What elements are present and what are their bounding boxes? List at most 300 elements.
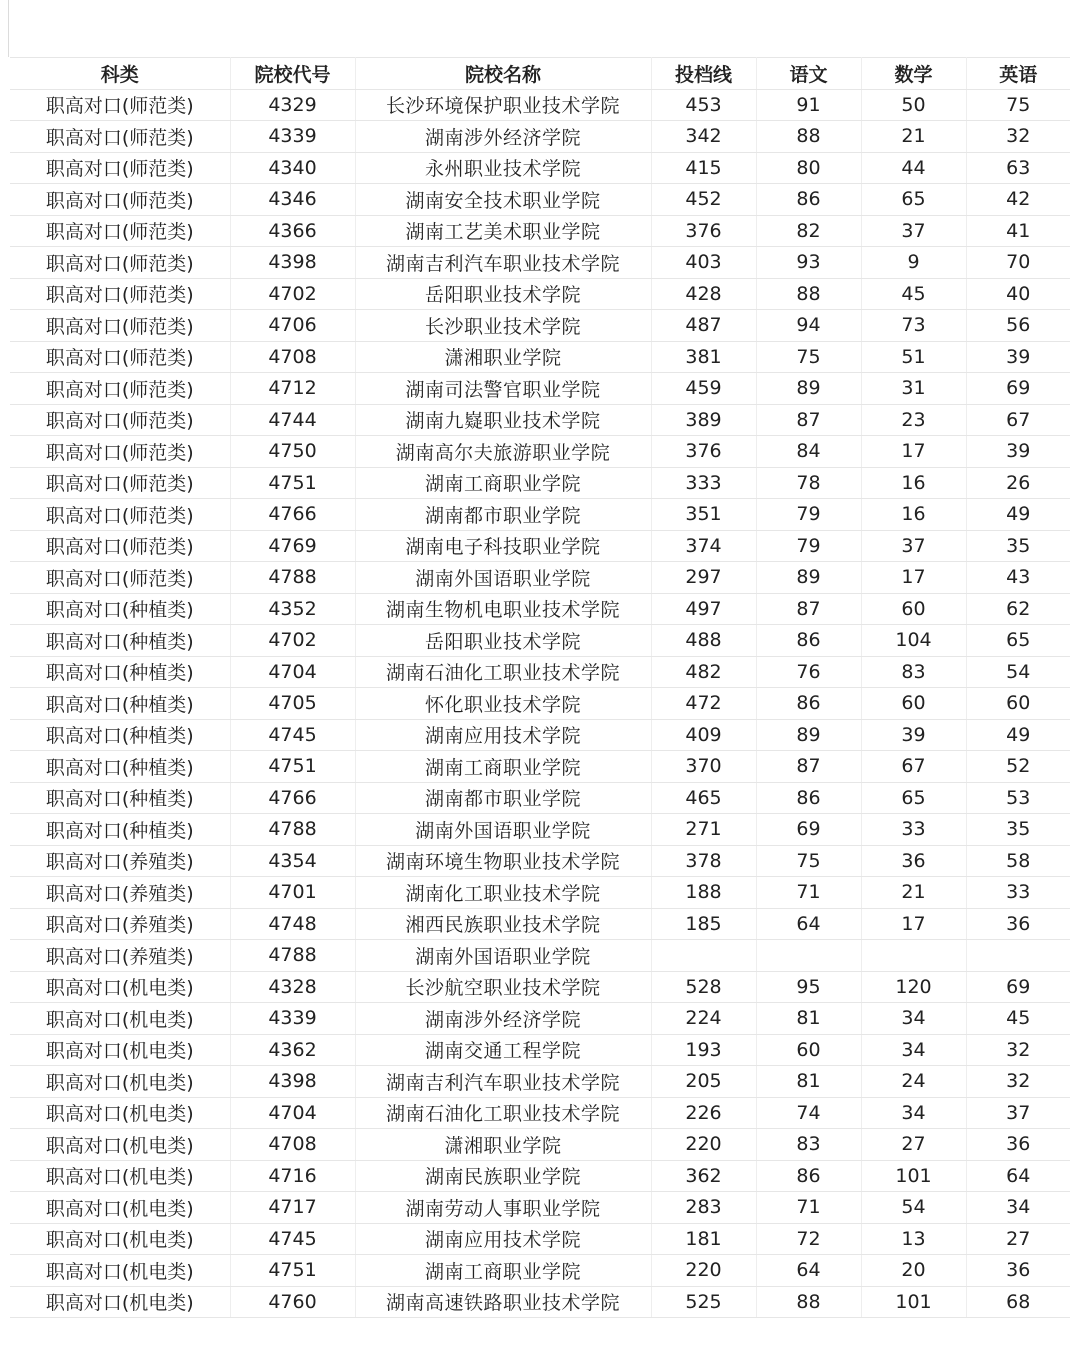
- cell-math: 101: [861, 1160, 966, 1192]
- cell-school-code: 4346: [230, 184, 355, 216]
- cell-english: 58: [966, 845, 1070, 877]
- cell-english: 35: [966, 530, 1070, 562]
- cell-chinese: 86: [756, 1160, 861, 1192]
- cell-category: 职高对口(师范类): [10, 121, 230, 153]
- cell-cutoff-score: 453: [651, 89, 756, 121]
- cell-category: 职高对口(师范类): [10, 152, 230, 184]
- table-row: [10, 1129, 1070, 1161]
- cell-chinese: 87: [756, 593, 861, 625]
- cell-category: 职高对口(种植类): [10, 719, 230, 751]
- cell-cutoff-score: 497: [651, 593, 756, 625]
- cell-cutoff-score: 465: [651, 782, 756, 814]
- table-row: [10, 1192, 1070, 1224]
- cell-school-name: 湖南吉利汽车职业技术学院: [355, 1066, 651, 1098]
- cell-cutoff-score: 188: [651, 877, 756, 909]
- cell-cutoff-score: 472: [651, 688, 756, 720]
- cell-school-name: 湖南应用技术学院: [355, 1223, 651, 1255]
- cell-school-code: 4328: [230, 971, 355, 1003]
- cell-category: 职高对口(师范类): [10, 404, 230, 436]
- cell-english: 65: [966, 625, 1070, 657]
- cell-cutoff-score: 283: [651, 1192, 756, 1224]
- cell-cutoff-score: 226: [651, 1097, 756, 1129]
- header-chinese: 语文: [756, 58, 861, 90]
- cell-school-code: 4760: [230, 1286, 355, 1318]
- cell-school-code: 4717: [230, 1192, 355, 1224]
- cell-category: 职高对口(机电类): [10, 1192, 230, 1224]
- table-row: [10, 656, 1070, 688]
- cell-english: 43: [966, 562, 1070, 594]
- cell-english: 35: [966, 814, 1070, 846]
- cell-school-name: 湖南九嶷职业技术学院: [355, 404, 651, 436]
- table-row: [10, 814, 1070, 846]
- table-row: [10, 152, 1070, 184]
- cell-school-code: 4769: [230, 530, 355, 562]
- table-row: [10, 1223, 1070, 1255]
- cell-school-code: 4708: [230, 1129, 355, 1161]
- cell-school-code: 4788: [230, 940, 355, 972]
- cell-school-code: 4751: [230, 751, 355, 783]
- cell-cutoff-score: 403: [651, 247, 756, 279]
- cell-cutoff-score: 224: [651, 1003, 756, 1035]
- cell-chinese: 86: [756, 688, 861, 720]
- cell-chinese: 72: [756, 1223, 861, 1255]
- cell-cutoff-score: 528: [651, 971, 756, 1003]
- cell-category: 职高对口(机电类): [10, 1160, 230, 1192]
- table-row: [10, 1003, 1070, 1035]
- cell-category: 职高对口(师范类): [10, 467, 230, 499]
- cell-cutoff-score: 482: [651, 656, 756, 688]
- cell-english: 56: [966, 310, 1070, 342]
- cell-math: 65: [861, 782, 966, 814]
- cell-chinese: [756, 940, 861, 972]
- cell-category: 职高对口(种植类): [10, 751, 230, 783]
- cell-school-name: 湖南化工职业技术学院: [355, 877, 651, 909]
- cell-category: 职高对口(机电类): [10, 1066, 230, 1098]
- table-row: [10, 436, 1070, 468]
- cell-english: 60: [966, 688, 1070, 720]
- cell-school-name: 湖南应用技术学院: [355, 719, 651, 751]
- table-row: [10, 908, 1070, 940]
- table-row: [10, 940, 1070, 972]
- cell-math: 65: [861, 184, 966, 216]
- cell-math: 21: [861, 877, 966, 909]
- table-row: [10, 341, 1070, 373]
- cell-category: 职高对口(师范类): [10, 436, 230, 468]
- cell-category: 职高对口(机电类): [10, 1097, 230, 1129]
- cell-chinese: 84: [756, 436, 861, 468]
- table-row: [10, 1066, 1070, 1098]
- cell-chinese: 86: [756, 782, 861, 814]
- cell-cutoff-score: 381: [651, 341, 756, 373]
- cell-school-name: 湘西民族职业技术学院: [355, 908, 651, 940]
- table-row: [10, 247, 1070, 279]
- table-row: [10, 310, 1070, 342]
- cell-school-name: 湖南石油化工职业技术学院: [355, 1097, 651, 1129]
- cell-english: 40: [966, 278, 1070, 310]
- cell-category: 职高对口(师范类): [10, 373, 230, 405]
- table-body: [10, 89, 1070, 1318]
- cell-school-code: 4766: [230, 499, 355, 531]
- cell-math: 13: [861, 1223, 966, 1255]
- table-row: [10, 845, 1070, 877]
- cell-school-name: 湖南吉利汽车职业技术学院: [355, 247, 651, 279]
- cell-school-code: 4744: [230, 404, 355, 436]
- cell-english: 53: [966, 782, 1070, 814]
- cell-school-name: 长沙航空职业技术学院: [355, 971, 651, 1003]
- cell-chinese: 69: [756, 814, 861, 846]
- cell-school-name: 长沙职业技术学院: [355, 310, 651, 342]
- cell-cutoff-score: 271: [651, 814, 756, 846]
- cell-chinese: 86: [756, 625, 861, 657]
- cell-chinese: 88: [756, 278, 861, 310]
- cell-school-name: 湖南高尔夫旅游职业学院: [355, 436, 651, 468]
- cell-math: 24: [861, 1066, 966, 1098]
- cell-english: 42: [966, 184, 1070, 216]
- cell-category: 职高对口(养殖类): [10, 877, 230, 909]
- table-row: [10, 625, 1070, 657]
- cell-cutoff-score: 415: [651, 152, 756, 184]
- cell-school-code: 4339: [230, 1003, 355, 1035]
- cell-chinese: 71: [756, 1192, 861, 1224]
- cell-cutoff-score: 333: [651, 467, 756, 499]
- cell-category: 职高对口(机电类): [10, 1034, 230, 1066]
- table-row: [10, 530, 1070, 562]
- table-row: [10, 1097, 1070, 1129]
- table-row: [10, 593, 1070, 625]
- cell-chinese: 75: [756, 341, 861, 373]
- cell-cutoff-score: 487: [651, 310, 756, 342]
- cell-english: 36: [966, 1255, 1070, 1287]
- cell-school-code: 4362: [230, 1034, 355, 1066]
- table-row: [10, 184, 1070, 216]
- cell-chinese: 94: [756, 310, 861, 342]
- cell-english: 68: [966, 1286, 1070, 1318]
- cell-category: 职高对口(种植类): [10, 625, 230, 657]
- cell-category: 职高对口(师范类): [10, 215, 230, 247]
- cell-school-name: 湖南工商职业学院: [355, 1255, 651, 1287]
- cell-category: 职高对口(师范类): [10, 499, 230, 531]
- cell-chinese: 74: [756, 1097, 861, 1129]
- cell-category: 职高对口(机电类): [10, 1223, 230, 1255]
- cell-cutoff-score: 428: [651, 278, 756, 310]
- cell-english: 39: [966, 341, 1070, 373]
- cell-math: 27: [861, 1129, 966, 1161]
- cell-math: 51: [861, 341, 966, 373]
- cell-cutoff-score: 409: [651, 719, 756, 751]
- table-row: [10, 719, 1070, 751]
- cell-school-name: 潇湘职业学院: [355, 341, 651, 373]
- table-row: [10, 1160, 1070, 1192]
- cell-school-code: 4745: [230, 1223, 355, 1255]
- cell-math: 34: [861, 1003, 966, 1035]
- cell-cutoff-score: 342: [651, 121, 756, 153]
- cell-chinese: 76: [756, 656, 861, 688]
- cell-math: 9: [861, 247, 966, 279]
- cell-english: 36: [966, 908, 1070, 940]
- cell-school-name: 永州职业技术学院: [355, 152, 651, 184]
- cell-category: 职高对口(机电类): [10, 1003, 230, 1035]
- header-category: 科类: [10, 58, 230, 90]
- cell-chinese: 80: [756, 152, 861, 184]
- cell-chinese: 79: [756, 499, 861, 531]
- cell-school-code: 4705: [230, 688, 355, 720]
- cell-school-code: 4706: [230, 310, 355, 342]
- cell-english: 32: [966, 1066, 1070, 1098]
- cell-english: 32: [966, 121, 1070, 153]
- cell-school-code: 4340: [230, 152, 355, 184]
- cell-english: 67: [966, 404, 1070, 436]
- cell-school-name: 湖南都市职业学院: [355, 499, 651, 531]
- cell-english: 26: [966, 467, 1070, 499]
- cell-school-code: 4398: [230, 1066, 355, 1098]
- cell-school-name: 湖南安全技术职业学院: [355, 184, 651, 216]
- cell-chinese: 88: [756, 1286, 861, 1318]
- cell-school-name: 岳阳职业技术学院: [355, 625, 651, 657]
- cell-math: [861, 940, 966, 972]
- cell-english: 49: [966, 499, 1070, 531]
- table-row: [10, 215, 1070, 247]
- cell-chinese: 91: [756, 89, 861, 121]
- cell-school-name: 湖南生物机电职业技术学院: [355, 593, 651, 625]
- cell-school-code: 4352: [230, 593, 355, 625]
- cell-category: 职高对口(师范类): [10, 310, 230, 342]
- cell-category: 职高对口(师范类): [10, 184, 230, 216]
- cell-english: 45: [966, 1003, 1070, 1035]
- cell-english: 62: [966, 593, 1070, 625]
- cell-category: 职高对口(师范类): [10, 89, 230, 121]
- cell-school-code: 4329: [230, 89, 355, 121]
- cell-category: 职高对口(师范类): [10, 247, 230, 279]
- table-row: [10, 688, 1070, 720]
- cell-school-code: 4788: [230, 814, 355, 846]
- cell-english: 34: [966, 1192, 1070, 1224]
- cell-cutoff-score: [651, 940, 756, 972]
- cell-english: 69: [966, 373, 1070, 405]
- cell-math: 36: [861, 845, 966, 877]
- cell-school-code: 4745: [230, 719, 355, 751]
- cell-school-code: 4788: [230, 562, 355, 594]
- cell-school-code: 4712: [230, 373, 355, 405]
- cell-school-code: 4716: [230, 1160, 355, 1192]
- cell-school-name: 湖南都市职业学院: [355, 782, 651, 814]
- cell-english: [966, 940, 1070, 972]
- table-row: [10, 467, 1070, 499]
- cell-math: 120: [861, 971, 966, 1003]
- cell-school-name: 湖南涉外经济学院: [355, 121, 651, 153]
- cell-school-name: 长沙环境保护职业技术学院: [355, 89, 651, 121]
- cell-cutoff-score: 376: [651, 436, 756, 468]
- cell-chinese: 88: [756, 121, 861, 153]
- cell-school-name: 湖南劳动人事职业学院: [355, 1192, 651, 1224]
- cell-chinese: 87: [756, 751, 861, 783]
- cell-cutoff-score: 185: [651, 908, 756, 940]
- cell-math: 44: [861, 152, 966, 184]
- cell-math: 17: [861, 562, 966, 594]
- cell-chinese: 87: [756, 404, 861, 436]
- cell-chinese: 89: [756, 719, 861, 751]
- cell-category: 职高对口(机电类): [10, 1129, 230, 1161]
- cell-school-name: 湖南工艺美术职业学院: [355, 215, 651, 247]
- cell-school-code: 4339: [230, 121, 355, 153]
- cell-english: 75: [966, 89, 1070, 121]
- cell-school-code: 4766: [230, 782, 355, 814]
- table-row: [10, 1255, 1070, 1287]
- cell-math: 37: [861, 215, 966, 247]
- cell-math: 23: [861, 404, 966, 436]
- cell-cutoff-score: 374: [651, 530, 756, 562]
- cell-chinese: 64: [756, 908, 861, 940]
- cell-cutoff-score: 362: [651, 1160, 756, 1192]
- cell-math: 37: [861, 530, 966, 562]
- table-row: [10, 877, 1070, 909]
- table-row: [10, 89, 1070, 121]
- cell-school-name: 湖南电子科技职业学院: [355, 530, 651, 562]
- cell-math: 101: [861, 1286, 966, 1318]
- table-row: [10, 121, 1070, 153]
- cell-chinese: 82: [756, 215, 861, 247]
- cell-category: 职高对口(师范类): [10, 530, 230, 562]
- left-edge-line: [8, 0, 9, 57]
- cell-category: 职高对口(种植类): [10, 656, 230, 688]
- cell-cutoff-score: 378: [651, 845, 756, 877]
- cell-cutoff-score: 376: [651, 215, 756, 247]
- cell-english: 41: [966, 215, 1070, 247]
- cell-school-code: 4751: [230, 1255, 355, 1287]
- table-row: [10, 971, 1070, 1003]
- table-row: [10, 404, 1070, 436]
- cell-school-code: 4701: [230, 877, 355, 909]
- cell-school-code: 4708: [230, 341, 355, 373]
- table-row: [10, 1286, 1070, 1318]
- cell-cutoff-score: 181: [651, 1223, 756, 1255]
- cell-english: 32: [966, 1034, 1070, 1066]
- cell-category: 职高对口(种植类): [10, 593, 230, 625]
- cell-math: 34: [861, 1097, 966, 1129]
- cell-english: 49: [966, 719, 1070, 751]
- cell-math: 50: [861, 89, 966, 121]
- cell-chinese: 81: [756, 1003, 861, 1035]
- cell-math: 20: [861, 1255, 966, 1287]
- cell-cutoff-score: 389: [651, 404, 756, 436]
- cell-cutoff-score: 488: [651, 625, 756, 657]
- cell-chinese: 95: [756, 971, 861, 1003]
- cell-chinese: 71: [756, 877, 861, 909]
- cell-school-code: 4398: [230, 247, 355, 279]
- cell-category: 职高对口(师范类): [10, 562, 230, 594]
- cell-school-name: 湖南交通工程学院: [355, 1034, 651, 1066]
- cell-math: 83: [861, 656, 966, 688]
- cell-school-name: 湖南工商职业学院: [355, 467, 651, 499]
- cell-math: 34: [861, 1034, 966, 1066]
- cell-english: 64: [966, 1160, 1070, 1192]
- cell-category: 职高对口(养殖类): [10, 940, 230, 972]
- cell-category: 职高对口(机电类): [10, 971, 230, 1003]
- cell-category: 职高对口(机电类): [10, 1255, 230, 1287]
- cell-math: 60: [861, 593, 966, 625]
- cell-chinese: 75: [756, 845, 861, 877]
- cell-english: 69: [966, 971, 1070, 1003]
- cell-category: 职高对口(养殖类): [10, 845, 230, 877]
- cell-school-code: 4704: [230, 656, 355, 688]
- cell-chinese: 60: [756, 1034, 861, 1066]
- cell-cutoff-score: 351: [651, 499, 756, 531]
- cell-english: 39: [966, 436, 1070, 468]
- header-math: 数学: [861, 58, 966, 90]
- cell-english: 33: [966, 877, 1070, 909]
- cell-school-code: 4751: [230, 467, 355, 499]
- cell-school-name: 湖南外国语职业学院: [355, 814, 651, 846]
- cell-school-name: 湖南涉外经济学院: [355, 1003, 651, 1035]
- cell-english: 36: [966, 1129, 1070, 1161]
- cell-school-name: 湖南石油化工职业技术学院: [355, 656, 651, 688]
- cell-math: 33: [861, 814, 966, 846]
- cell-chinese: 86: [756, 184, 861, 216]
- cell-math: 31: [861, 373, 966, 405]
- table-row: [10, 782, 1070, 814]
- cell-school-name: 湖南环境生物职业技术学院: [355, 845, 651, 877]
- cell-cutoff-score: 452: [651, 184, 756, 216]
- table-row: [10, 278, 1070, 310]
- bottom-blank-area: [0, 1318, 1080, 1357]
- cell-school-code: 4704: [230, 1097, 355, 1129]
- admission-score-table: [10, 57, 1070, 1318]
- table-row: [10, 1034, 1070, 1066]
- cell-chinese: 89: [756, 562, 861, 594]
- table-header-row: [10, 58, 1070, 90]
- cell-math: 67: [861, 751, 966, 783]
- cell-category: 职高对口(师范类): [10, 341, 230, 373]
- cell-cutoff-score: 297: [651, 562, 756, 594]
- cell-math: 39: [861, 719, 966, 751]
- cell-math: 17: [861, 908, 966, 940]
- cell-math: 104: [861, 625, 966, 657]
- cell-math: 45: [861, 278, 966, 310]
- cell-school-code: 4748: [230, 908, 355, 940]
- cell-school-code: 4750: [230, 436, 355, 468]
- cell-cutoff-score: 220: [651, 1129, 756, 1161]
- cell-school-name: 湖南工商职业学院: [355, 751, 651, 783]
- cell-math: 73: [861, 310, 966, 342]
- header-english: 英语: [966, 58, 1070, 90]
- cell-english: 52: [966, 751, 1070, 783]
- cell-school-code: 4702: [230, 278, 355, 310]
- header-school-name: 院校名称: [355, 58, 651, 90]
- cell-school-name: 湖南司法警官职业学院: [355, 373, 651, 405]
- cell-cutoff-score: 220: [651, 1255, 756, 1287]
- cell-cutoff-score: 205: [651, 1066, 756, 1098]
- cell-math: 17: [861, 436, 966, 468]
- cell-school-name: 湖南外国语职业学院: [355, 940, 651, 972]
- cell-math: 16: [861, 467, 966, 499]
- cell-math: 60: [861, 688, 966, 720]
- cell-chinese: 81: [756, 1066, 861, 1098]
- cell-school-name: 湖南民族职业学院: [355, 1160, 651, 1192]
- cell-chinese: 89: [756, 373, 861, 405]
- cell-cutoff-score: 525: [651, 1286, 756, 1318]
- header-cutoff-score: 投档线: [651, 58, 756, 90]
- cell-school-name: 湖南外国语职业学院: [355, 562, 651, 594]
- cell-english: 63: [966, 152, 1070, 184]
- cell-school-code: 4366: [230, 215, 355, 247]
- cell-school-name: 潇湘职业学院: [355, 1129, 651, 1161]
- cell-category: 职高对口(养殖类): [10, 908, 230, 940]
- cell-school-name: 怀化职业技术学院: [355, 688, 651, 720]
- table-row: [10, 562, 1070, 594]
- cell-cutoff-score: 193: [651, 1034, 756, 1066]
- cell-school-name: 湖南高速铁路职业技术学院: [355, 1286, 651, 1318]
- cell-math: 54: [861, 1192, 966, 1224]
- header-school-code: 院校代号: [230, 58, 355, 90]
